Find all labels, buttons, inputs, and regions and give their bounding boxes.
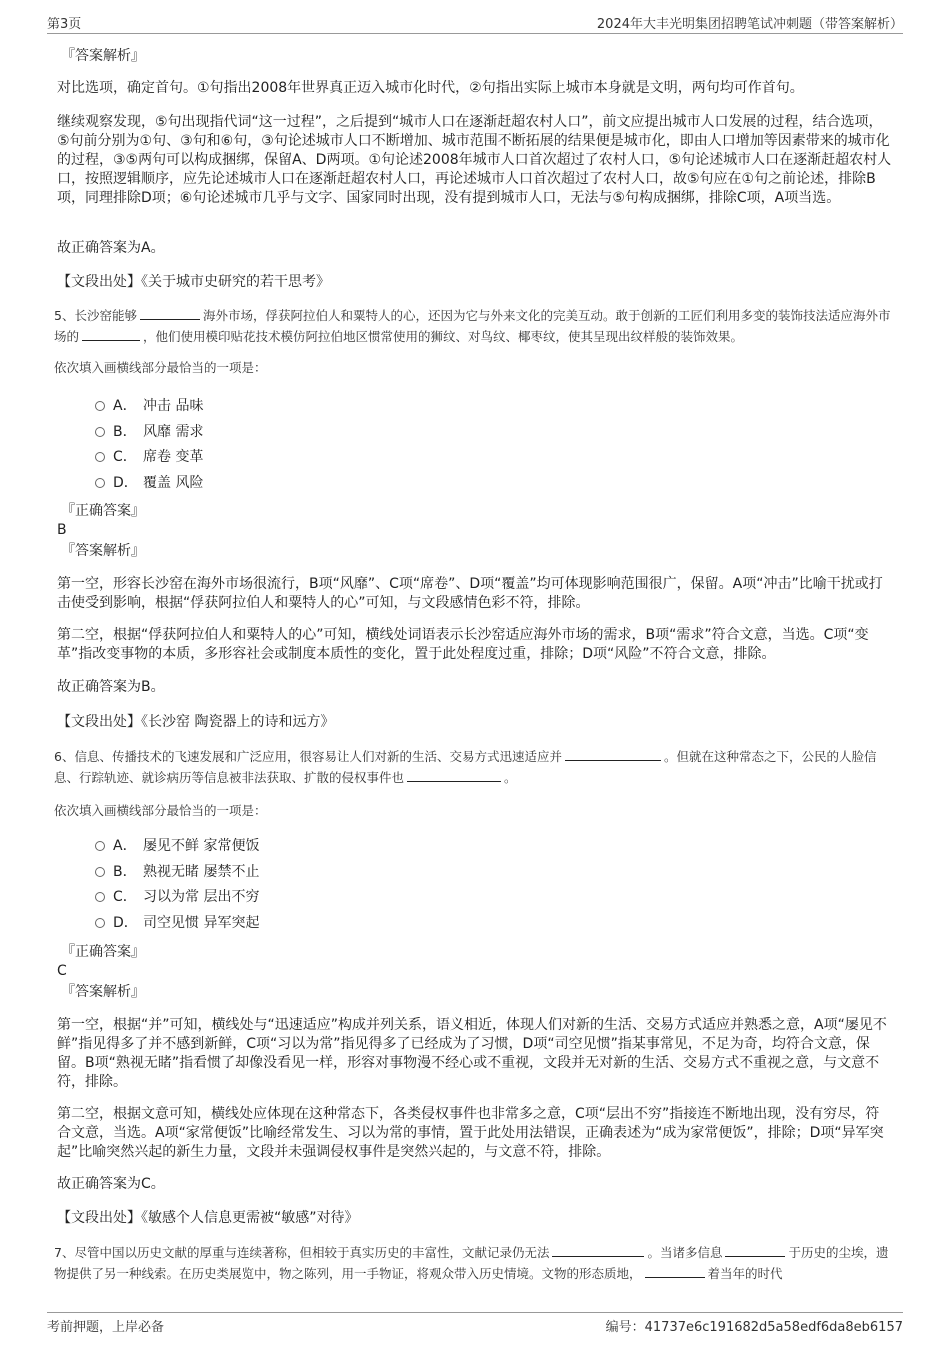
option-a[interactable]: A． 冲击 品味 xyxy=(95,394,203,420)
option-b[interactable]: B． 熟视无睹 屡禁不止 xyxy=(95,860,259,886)
document-title: 2024年大丰光明集团招聘笔试冲刺题（带答案解析） xyxy=(596,17,903,32)
option-d[interactable]: D． 司空见惯 异军突起 xyxy=(95,911,259,937)
question-prompt: 依次填入画横线部分最恰当的一项是： xyxy=(54,360,267,375)
question-6-text: 6、信息、传播技术的飞速发展和广泛应用，很容易让人们对新的生活、交易方式迅速适应并 。但就在这种常态之下，公民的人脸信息、行踪轨迹、就诊病历等信息被非法获取、扩散的侵权事件也 。 xyxy=(54,749,877,785)
radio-icon[interactable] xyxy=(95,427,105,437)
analysis-tag: 『答案解析』 xyxy=(61,984,145,1000)
source-citation: 【文段出处】《长沙窑 陶瓷器上的诗和远方》 xyxy=(57,714,335,730)
answer-blank xyxy=(725,1243,785,1257)
radio-icon[interactable] xyxy=(95,452,105,462)
correct-answer-tag: 『正确答案』 xyxy=(61,944,145,960)
answer-blank xyxy=(552,1243,644,1257)
analysis-paragraph: 第二空，根据文意可知，横线处应体现在这种常态下，各类侵权事件也非常多之意，C项“层出不穷”指接连不断地出现，没有穷尽，符合文意，当选。A项“家常便饭”比喻经常发生、习以为常的事情，置于此处用法错误，正确表述为“成为家常便饭”，排除；D项“异军突起”比喻突然兴起的新生力量，文段并未强调侵权事件是突然兴起的，与文意不符，排除。 xyxy=(57,1106,884,1160)
answer-blank xyxy=(140,306,200,320)
answer-blank xyxy=(407,768,501,782)
page-footer xyxy=(47,1312,903,1336)
analysis-paragraph: 继续观察发现，⑤句出现指代词“这一过程”，之后提到“城市人口在逐渐赶超农村人口”，前文应提出城市人口发展的过程，结合选项，⑤句前分别为①句、③句和⑥句，③句论述城市人口不断增加、城市范围不断拓展的结果便是城市化，即由人口增加等因素带来的城市化的过程，③⑤两句可以构成捆绑，保留A、D两项。①句论述2008年城市人口首次超过了农村人口，⑤句论述城市人口在逐渐赶超农村人口，按照逻辑顺序，应先论述城市人口在逐渐赶超农村人口，再论述城市人口首次超过了农村人口，故⑤句应在①句之前论述，排除B项，同理排除D项；⑥句论述城市几乎与文字、国家同时出现，没有提到城市人口，无法与⑤句构成捆绑，排除C项，A项当选。 xyxy=(57,114,892,206)
radio-icon[interactable] xyxy=(95,841,105,851)
document-code: 编号：41737e6c191682d5a58edf6da8eb6157 xyxy=(605,1320,903,1335)
radio-icon[interactable] xyxy=(95,478,105,488)
analysis-paragraph: 对比选项，确定首句。①句指出2008年世界真正迈入城市化时代，②句指出实际上城市本身就是文明，两句均可作首句。 xyxy=(57,80,804,96)
option-d[interactable]: D． 覆盖 风险 xyxy=(95,471,203,497)
page-number: 第3页 xyxy=(47,17,82,32)
question-5-text: 5、长沙窑能够 海外市场，俘获阿拉伯人和粟特人的心，还因为它与外来文化的完美互动。敢于创新的工匠们利用多变的装饰技法适应海外市场的 ，他们使用模印贴花技术模仿阿拉伯地区惯常使用的狮纹、对鸟纹、椰枣纹，使其呈现出纹样般的装饰效果。 xyxy=(54,308,891,344)
answer-blank xyxy=(82,327,140,341)
source-citation: 【文段出处】《敏感个人信息更需被“敏感”对待》 xyxy=(57,1210,359,1226)
question-6-options xyxy=(95,834,259,936)
correct-answer: C xyxy=(57,963,67,979)
source-citation: 【文段出处】《关于城市史研究的若干思考》 xyxy=(57,274,330,290)
option-c[interactable]: C． 习以为常 层出不穷 xyxy=(95,885,259,911)
radio-icon[interactable] xyxy=(95,401,105,411)
answer-blank xyxy=(645,1264,705,1278)
radio-icon[interactable] xyxy=(95,918,105,928)
option-c[interactable]: C． 席卷 变革 xyxy=(95,445,203,471)
option-b[interactable]: B． 风靡 需求 xyxy=(95,420,203,446)
radio-icon[interactable] xyxy=(95,867,105,877)
answer-blank xyxy=(565,747,661,761)
conclusion-text: 故正确答案为B。 xyxy=(57,679,165,695)
analysis-tag: 『答案解析』 xyxy=(61,48,145,64)
question-prompt: 依次填入画横线部分最恰当的一项是： xyxy=(54,803,267,818)
question-7-text: 7、尽管中国以历史文献的厚重与连续著称，但相较于真实历史的丰富性，文献记录仍无法 。当诸多信息 于历史的尘埃，遗物提供了另一种线索。在历史类展览中，物之陈列，用一手物证，将观众带入历史情境。文物的形态质地， 着当年的时代 xyxy=(54,1245,889,1281)
analysis-tag: 『答案解析』 xyxy=(61,543,145,559)
footer-slogan: 考前押题，上岸必备 xyxy=(47,1320,165,1335)
analysis-paragraph: 第一空，形容长沙窑在海外市场很流行，B项“风靡”、C项“席卷”、D项“覆盖”均可体现影响范围很广，保留。A项“冲击”比喻干扰或打击使受到影响，根据“俘获阿拉伯人和粟特人的心”可知，与文段感情色彩不符，排除。 xyxy=(57,576,883,611)
conclusion-text: 故正确答案为A。 xyxy=(57,240,165,256)
conclusion-text: 故正确答案为C。 xyxy=(57,1176,165,1192)
option-a[interactable]: A． 屡见不鲜 家常便饭 xyxy=(95,834,259,860)
radio-icon[interactable] xyxy=(95,892,105,902)
question-5-options xyxy=(95,394,203,496)
analysis-paragraph: 第一空，根据“并”可知，横线处与“迅速适应”构成并列关系，语义相近，体现人们对新的生活、交易方式适应并熟悉之意，A项“屡见不鲜”指见得多了并不感到新鲜，C项“习以为常”指见得多了已经成为了习惯，D项“司空见惯”指某事常见，不足为奇，均符合文意，保留。B项“熟视无睹”指看惯了却像没看见一样，形容对事物漫不经心或不重视，文段并无对新的生活、交易方式不重视之意，与文意不符，排除。 xyxy=(57,1017,887,1090)
analysis-paragraph: 第二空，根据“俘获阿拉伯人和粟特人的心”可知，横线处词语表示长沙窑适应海外市场的需求，B项“需求”符合文意，当选。C项“变革”指改变事物的本质，多形容社会或制度本质性的变化，置于此处程度过重，排除；D项“风险”不符合文意，排除。 xyxy=(57,627,869,662)
correct-answer-tag: 『正确答案』 xyxy=(61,503,145,519)
page-header xyxy=(47,13,903,34)
correct-answer: B xyxy=(57,522,67,538)
